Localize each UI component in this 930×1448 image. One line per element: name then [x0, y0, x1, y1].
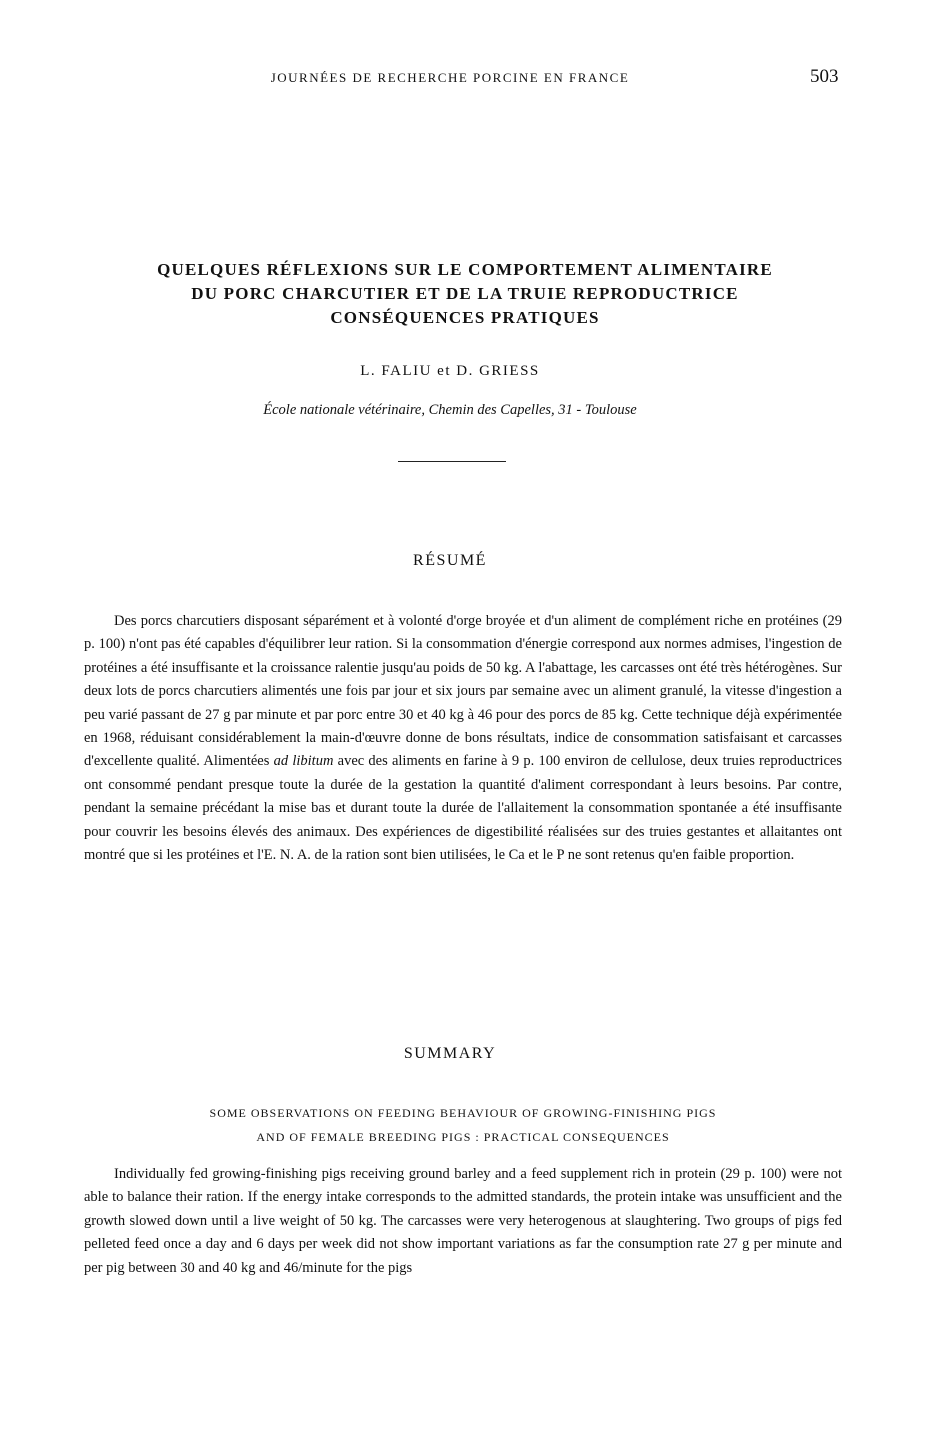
title-line: QUELQUES RÉFLEXIONS SUR LE COMPORTEMENT ALIMENTAIRE: [157, 260, 773, 279]
summary-paragraph: Individually fed growing-finishing pigs receiving ground barley and a feed supplement rich in protein (29 p. 100) were not able to balance their ration. If the energy intake corresponds to the admitted standards, the protein intake was unsufficient and the growth slowed down until a live weight of 50 kg. The carcasses were very heterogenous at slaughtering. Two groups of pigs fed pelleted feed once a day and 6 days per week did not show important variations as far the consumption rate 27 g per minute and per pig between 30 and 40 kg and 46/minute for the pigs: [84, 1166, 842, 1276]
resume-heading: RÉSUMÉ: [413, 552, 487, 569]
resume-text-emphasis: ad libitum: [273, 753, 334, 770]
summary-title: [84, 1101, 842, 1149]
summary-title-line: AND OF FEMALE BREEDING PIGS : PRACTICAL CONSEQUENCES: [256, 1130, 670, 1144]
resume-text-part1: Des porcs charcutiers disposant séparément et à volonté d'orge broyée et d'un aliment de complément riche en protéines (29 p. 100) n'ont pas été capables d'équilibrer leur ration. Si la consommation d'énergie correspond aux normes admises, l'ingestion de protéines a été insuffisante et la croissance ralentie jusqu'au poids de 50 kg. A l'abattage, les carcasses ont été très hétérogènes. Sur deux lots de porcs charcutiers alimentés une fois par jour et six jours par semaine avec un aliment granulé, la vitesse d'ingestion a peu varié passant de 27 g par minute et par porc entre 30 et 40 kg à 46 pour des porcs de 85 kg. Cette technique déjà expérimentée en 1968, réduisant considérablement la main-d'œuvre donne de bons résultats, indice de consommation satisfaisant et carcasses d'excellente qualité. Alimentées: [84, 613, 842, 770]
title-line: CONSÉQUENCES PRATIQUES: [330, 308, 600, 327]
title-line: DU PORC CHARCUTIER ET DE LA TRUIE REPRODUCTRICE: [191, 284, 739, 303]
resume-text-part2: avec des aliments en farine à 9 p. 100 environ de cellulose, deux truies reproductrices ont consommé pendant presque toute la durée de la gestation la quantité d'aliment correspondant à leurs besoins. Par contre, pendant la semaine précédant la mise bas et durant toute la durée de l'allaitement la consommation spontanée a été insuffisante pour couvrir les besoins élevés des animaux. Des expériences de digestibilité réalisées sur des truies gestantes et allaitantes ont montré que si les protéines et l'E. N. A. de la ration sont bien utilisées, le Ca et le P ne sont retenus qu'en faible proportion.: [84, 753, 842, 864]
authors: L. FALIU et D. GRIESS: [360, 363, 540, 379]
page-number: 503: [810, 66, 839, 87]
affiliation: École nationale vétérinaire, Chemin des Capelles, 31 - Toulouse: [263, 402, 637, 418]
article-title: [60, 258, 870, 330]
separator-rule: [398, 461, 506, 462]
summary-heading: SUMMARY: [403, 1045, 497, 1062]
resume-paragraph: [84, 610, 842, 867]
summary-title-line: SOME OBSERVATIONS ON FEEDING BEHAVIOUR OF GROWING-FINISHING PIGS: [209, 1106, 717, 1120]
running-head: JOURNÉES DE RECHERCHE PORCINE EN FRANCE: [270, 70, 630, 85]
